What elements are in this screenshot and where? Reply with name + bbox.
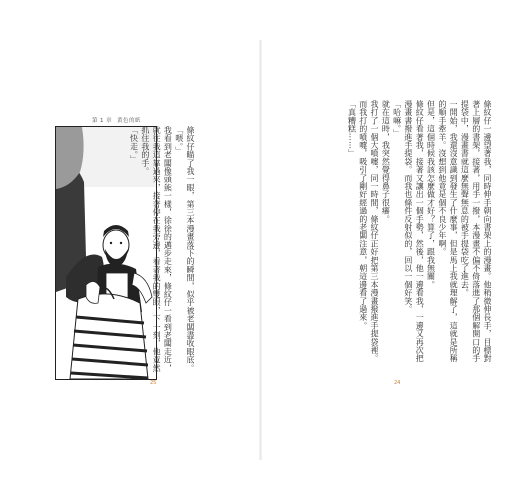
page-number-left: 25 (150, 380, 157, 386)
chapter-title: 黃色的紙 (117, 118, 141, 124)
chapter-header (92, 116, 144, 124)
left-page (0, 0, 259, 500)
chapter-label: 第 1 章 (92, 118, 112, 124)
page-number-right: 24 (394, 380, 401, 386)
right-page (262, 0, 520, 500)
left-page-body: 條紋仔瞄了我一眼，第三本漫畫落下的瞬間，似乎被老闆盡收眼底。 「喂。」 我看到老闆像頭熊一樣，徐徐的邁步走來，條紋仔一看到老闆走近，就往我這靠過來，接著停在我旁邊，看著我的雙眼，下一刻，他竟然抓住我的手。 「快走。」 (129, 126, 195, 372)
right-page-body: 條紋仔一邊望著我，同時伸手朝向書架上的漫畫。他稍微伸長手，目標對著上層的書架，接著，用手一撥，本漫畫不偏不倚落進了那個解開口的手提袋中，漫畫書就這麼無聲無息的被手提袋吃了進去。 一開始，我還沒意識到發生了什麼事，但是馬上我就理解了，這就是所稱的順手牽羊。沒想到他竟是個不良少年啊。 但是，這個時候我該怎麼做才好？算了，跟我無關。 條紋仔看著我，接著又讓出一個手勢，然後，他一邊看我，一邊又再次把漫畫書撥進手提袋。而我也條件反射似的，回以一個好笑。 「哈嘛。」 就在這時，我突然覺得鼻子很癢。 我打了一個大噴嚏，同一時間，條紋仔正好把第三本漫畫撥進手提袋裡。而我打的噴嚏，吸引了剛好經過的老闆注意，朝這邊看了過來。 「真糟糕……」 (347, 100, 492, 363)
